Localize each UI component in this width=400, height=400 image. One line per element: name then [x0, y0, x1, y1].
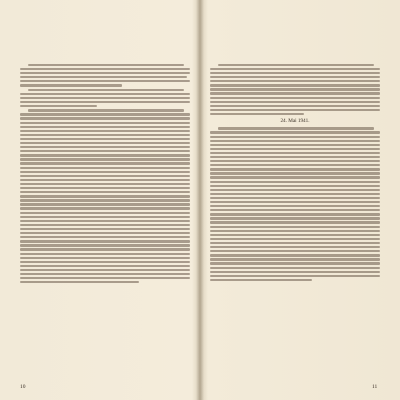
left-paragraph-2	[20, 89, 190, 108]
right-page-number: 11	[372, 384, 378, 390]
right-page	[210, 62, 380, 382]
left-page-number: 10	[20, 384, 26, 390]
right-paragraph-1	[210, 64, 380, 115]
right-paragraph-2	[210, 127, 380, 281]
right-date-heading: 24. Mai 1941.	[280, 118, 310, 125]
left-page	[20, 62, 190, 382]
book-fold	[196, 0, 204, 400]
left-paragraph-1	[20, 64, 190, 87]
left-paragraph-3	[20, 109, 190, 283]
